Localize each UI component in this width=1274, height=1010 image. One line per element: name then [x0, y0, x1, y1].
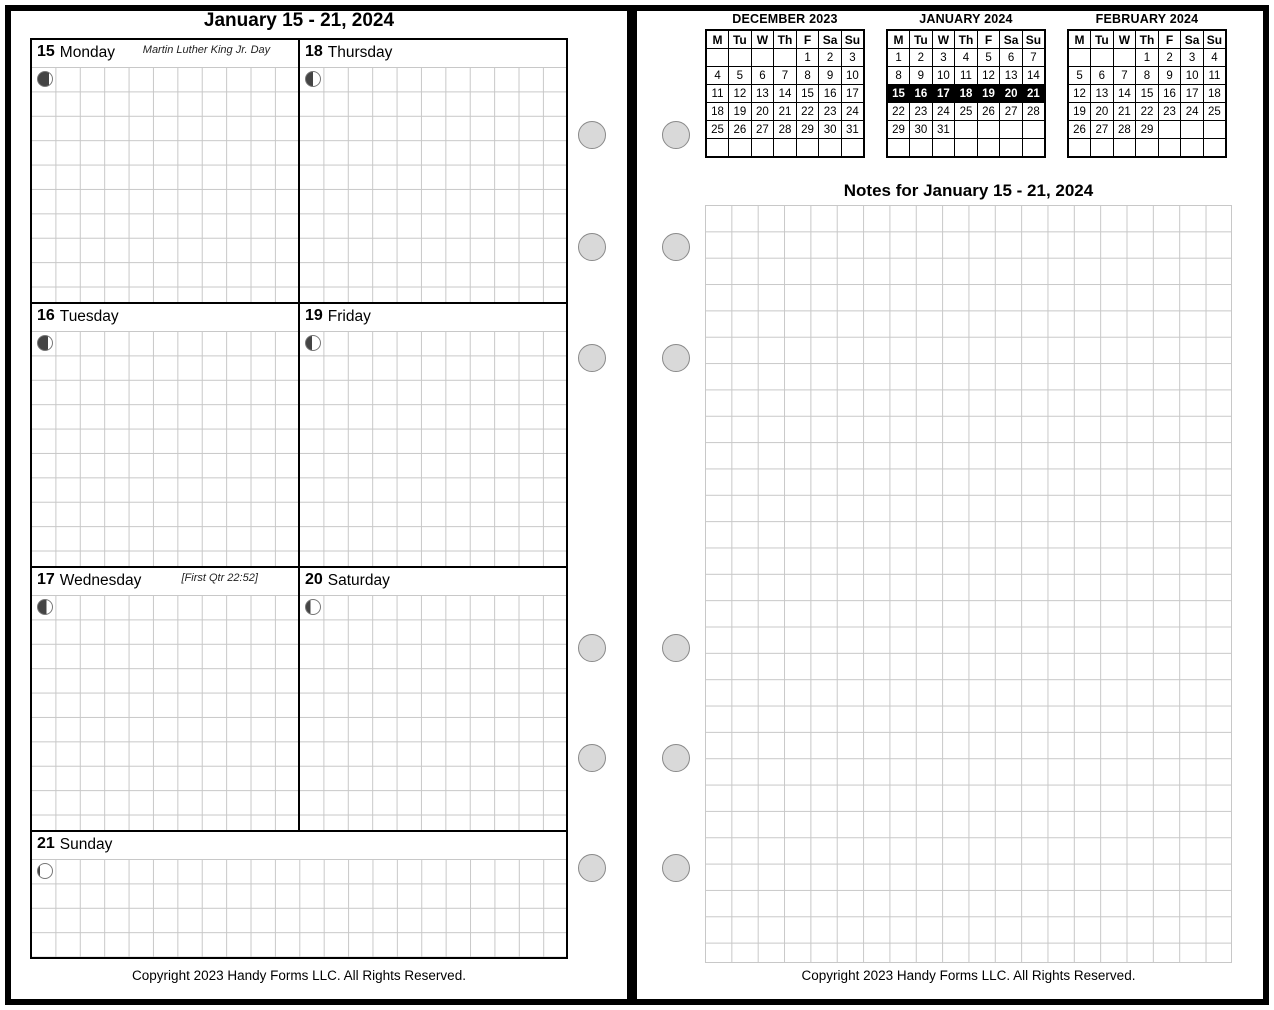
mini-day-cell: 6	[1091, 67, 1114, 85]
day-cell-friday[interactable]	[300, 304, 566, 566]
week-row	[706, 67, 864, 85]
mini-day-cell: 3	[841, 49, 864, 67]
day-header	[300, 304, 566, 331]
mini-day-cell: 18	[955, 85, 978, 103]
mini-day-cell: 7	[1022, 49, 1045, 67]
day-cell-wednesday[interactable]	[32, 568, 298, 830]
mini-day-cell	[1203, 121, 1226, 139]
week-row	[1068, 67, 1226, 85]
day-writing-grid[interactable]	[300, 331, 566, 566]
mini-day-cell: 27	[1091, 121, 1114, 139]
day-header	[300, 568, 566, 595]
week-title: January 15 - 21, 2024	[203, 10, 395, 31]
week-row	[887, 67, 1045, 85]
day-cell-monday[interactable]	[32, 40, 298, 302]
copyright-left: Copyright 2023 Handy Forms LLC. All Rights Reserved.	[132, 968, 466, 983]
week-row	[887, 49, 1045, 67]
weekday-header: W	[1113, 30, 1136, 49]
mini-day-cell	[955, 139, 978, 158]
mini-day-cell: 23	[819, 103, 842, 121]
mini-day-cell	[1136, 139, 1159, 158]
week-row	[1068, 85, 1226, 103]
mini-day-cell	[1113, 139, 1136, 158]
mini-day-cell: 24	[841, 103, 864, 121]
mini-day-cell: 25	[955, 103, 978, 121]
weekday-header: F	[1158, 30, 1181, 49]
mini-day-cell: 28	[1113, 121, 1136, 139]
page-spine-divider	[627, 5, 637, 1005]
weekday-header: Su	[1203, 30, 1226, 49]
mini-day-cell: 5	[977, 49, 1000, 67]
weekday-header: Th	[955, 30, 978, 49]
day-header	[32, 568, 298, 595]
day-writing-grid[interactable]	[32, 331, 298, 566]
mini-day-cell	[1022, 121, 1045, 139]
mini-day-cell	[1068, 139, 1091, 158]
mini-day-cell: 16	[1158, 85, 1181, 103]
day-cell-tuesday[interactable]	[32, 304, 298, 566]
day-name: Sunday	[59, 835, 113, 853]
weekday-header: Tu	[910, 30, 933, 49]
mini-day-cell: 24	[1181, 103, 1204, 121]
mini-day-cell: 17	[841, 85, 864, 103]
mini-day-cell: 10	[841, 67, 864, 85]
mini-day-cell: 17	[1181, 85, 1204, 103]
mini-calendar-december	[705, 12, 865, 158]
mini-day-cell: 22	[887, 103, 910, 121]
mini-day-cell	[910, 139, 933, 158]
day-name: Thursday	[327, 44, 393, 61]
mini-day-cell: 15	[1136, 85, 1159, 103]
day-writing-grid[interactable]	[32, 859, 566, 957]
mini-day-cell	[977, 121, 1000, 139]
weekday-header: Sa	[1181, 30, 1204, 49]
weekday-header-row	[1068, 30, 1226, 49]
mini-day-cell	[706, 49, 729, 67]
mini-day-cell	[774, 49, 797, 67]
mini-day-cell: 9	[1158, 67, 1181, 85]
mini-day-cell: 27	[1000, 103, 1023, 121]
mini-day-cell: 11	[706, 85, 729, 103]
mini-day-cell	[932, 139, 955, 158]
mini-day-cell: 16	[910, 85, 933, 103]
mini-day-cell	[887, 139, 910, 158]
moon-phase-icon	[37, 863, 53, 879]
day-name: Saturday	[327, 571, 390, 589]
mini-calendar-table	[886, 29, 1046, 158]
day-header	[32, 832, 566, 859]
mini-day-cell	[977, 139, 1000, 158]
mini-day-cell	[841, 139, 864, 158]
mini-day-cell: 22	[796, 103, 819, 121]
mini-day-cell: 8	[887, 67, 910, 85]
punch-hole	[578, 344, 606, 372]
mini-day-cell: 27	[751, 121, 774, 139]
week-row	[1068, 103, 1226, 121]
mini-day-cell	[1000, 121, 1023, 139]
mini-day-cell: 5	[729, 67, 752, 85]
weekday-header: Sa	[819, 30, 842, 49]
mini-day-cell	[1158, 121, 1181, 139]
day-header	[32, 304, 298, 331]
punch-hole	[578, 634, 606, 662]
week-row-4	[32, 830, 566, 957]
week-row-1	[32, 40, 566, 302]
day-number: 20	[305, 570, 323, 588]
weekday-header: Th	[774, 30, 797, 49]
mini-day-cell: 6	[751, 67, 774, 85]
mini-calendar-title: JANUARY 2024	[919, 12, 1013, 26]
mini-day-cell	[751, 49, 774, 67]
mini-day-cell: 13	[1000, 67, 1023, 85]
week-row	[706, 103, 864, 121]
mini-day-cell: 8	[796, 67, 819, 85]
mini-day-cell: 13	[751, 85, 774, 103]
mini-day-cell: 25	[1203, 103, 1226, 121]
moon-phase-icon	[37, 599, 53, 615]
mini-day-cell: 10	[932, 67, 955, 85]
mini-day-cell: 28	[774, 121, 797, 139]
weekday-header: F	[796, 30, 819, 49]
mini-day-cell: 5	[1068, 67, 1091, 85]
week-row-2	[32, 302, 566, 566]
week-row-3	[32, 566, 566, 830]
mini-day-cell: 19	[1068, 103, 1091, 121]
mini-day-cell: 4	[1203, 49, 1226, 67]
mini-calendar-table	[705, 29, 865, 158]
weekday-header: M	[706, 30, 729, 49]
mini-day-cell: 23	[1158, 103, 1181, 121]
weekday-header: W	[751, 30, 774, 49]
mini-day-cell	[1000, 139, 1023, 158]
week-row	[706, 121, 864, 139]
day-writing-grid[interactable]	[300, 595, 566, 830]
mini-day-cell: 31	[932, 121, 955, 139]
mini-day-cell	[796, 139, 819, 158]
mini-day-cell: 9	[910, 67, 933, 85]
mini-day-cell: 9	[819, 67, 842, 85]
day-name: Monday	[59, 44, 115, 61]
day-header	[32, 40, 298, 67]
week-row	[706, 85, 864, 103]
mini-day-cell: 2	[910, 49, 933, 67]
week-row	[1068, 49, 1226, 67]
punch-hole	[578, 121, 606, 149]
mini-day-cell: 15	[796, 85, 819, 103]
mini-calendar-title: DECEMBER 2023	[732, 12, 838, 26]
weekday-header-row	[706, 30, 864, 49]
mini-day-cell	[1203, 139, 1226, 158]
mini-day-cell: 14	[1113, 85, 1136, 103]
week-row	[887, 139, 1045, 158]
day-cell-thursday[interactable]	[300, 40, 566, 302]
mini-day-cell: 23	[910, 103, 933, 121]
weekday-header: Tu	[729, 30, 752, 49]
mini-day-cell: 3	[1181, 49, 1204, 67]
punch-hole	[662, 344, 690, 372]
day-number: 17	[37, 570, 55, 588]
weekly-grid-table	[30, 38, 568, 959]
mini-day-cell	[1113, 49, 1136, 67]
mini-day-cell: 19	[729, 103, 752, 121]
mini-calendar-row	[705, 12, 1227, 158]
mini-day-cell: 18	[706, 103, 729, 121]
mini-day-cell: 20	[1091, 103, 1114, 121]
moon-quarter-note: [First Qtr 22:52]	[181, 571, 258, 584]
day-name: Friday	[327, 307, 371, 325]
weekday-header: Su	[1022, 30, 1045, 49]
day-name: Tuesday	[59, 307, 119, 325]
mini-day-cell: 11	[1203, 67, 1226, 85]
mini-day-cell: 7	[774, 67, 797, 85]
mini-day-cell: 22	[1136, 103, 1159, 121]
mini-calendar-january	[886, 12, 1046, 158]
mini-day-cell: 28	[1022, 103, 1045, 121]
mini-day-cell: 20	[1000, 85, 1023, 103]
mini-day-cell	[1158, 139, 1181, 158]
mini-day-cell: 26	[1068, 121, 1091, 139]
punch-hole	[662, 121, 690, 149]
mini-day-cell: 29	[1136, 121, 1159, 139]
mini-day-cell	[751, 139, 774, 158]
punch-hole	[578, 744, 606, 772]
mini-day-cell: 21	[774, 103, 797, 121]
weekday-header: W	[932, 30, 955, 49]
mini-day-cell: 7	[1113, 67, 1136, 85]
weekday-header: M	[887, 30, 910, 49]
mini-day-cell: 19	[977, 85, 1000, 103]
day-cell-saturday[interactable]	[300, 568, 566, 830]
mini-day-cell: 16	[819, 85, 842, 103]
mini-day-cell	[1068, 49, 1091, 67]
holiday-note: Martin Luther King Jr. Day	[142, 44, 271, 56]
mini-day-cell: 14	[774, 85, 797, 103]
mini-day-cell: 12	[1068, 85, 1091, 103]
mini-day-cell: 15	[887, 85, 910, 103]
mini-day-cell: 29	[796, 121, 819, 139]
weekday-header-row	[887, 30, 1045, 49]
week-row	[887, 103, 1045, 121]
mini-day-cell: 21	[1022, 85, 1045, 103]
mini-calendar-table	[1067, 29, 1227, 158]
mini-day-cell: 30	[819, 121, 842, 139]
mini-day-cell: 1	[796, 49, 819, 67]
mini-day-cell	[1022, 139, 1045, 158]
day-number: 16	[37, 306, 55, 324]
day-number: 18	[305, 43, 323, 60]
day-writing-grid[interactable]	[32, 67, 298, 302]
mini-day-cell: 29	[887, 121, 910, 139]
notes-title: Notes for January 15 - 21, 2024	[843, 181, 1094, 200]
mini-day-cell: 4	[706, 67, 729, 85]
punch-hole	[578, 233, 606, 261]
punch-hole	[662, 744, 690, 772]
mini-day-cell	[774, 139, 797, 158]
day-name: Wednesday	[59, 571, 142, 589]
mini-day-cell: 1	[887, 49, 910, 67]
weekday-header: Tu	[1091, 30, 1114, 49]
moon-phase-icon	[37, 71, 53, 87]
punch-hole	[578, 854, 606, 882]
punch-hole	[662, 233, 690, 261]
mini-day-cell	[706, 139, 729, 158]
mini-day-cell: 12	[729, 85, 752, 103]
moon-phase-icon	[305, 335, 321, 351]
mini-day-cell	[1181, 121, 1204, 139]
moon-phase-icon	[305, 599, 321, 615]
day-cell-sunday[interactable]	[32, 832, 566, 957]
mini-day-cell	[729, 49, 752, 67]
mini-day-cell: 25	[706, 121, 729, 139]
weekday-header: F	[977, 30, 1000, 49]
day-number: 21	[37, 834, 55, 852]
mini-day-cell: 17	[932, 85, 955, 103]
notes-writing-grid[interactable]	[705, 205, 1232, 963]
mini-day-cell: 31	[841, 121, 864, 139]
mini-day-cell	[1091, 49, 1114, 67]
mini-day-cell: 4	[955, 49, 978, 67]
mini-day-cell: 2	[1158, 49, 1181, 67]
highlighted-week-row	[887, 85, 1045, 103]
mini-day-cell: 30	[910, 121, 933, 139]
weekday-header: Th	[1136, 30, 1159, 49]
weekday-header: M	[1068, 30, 1091, 49]
week-row	[706, 139, 864, 158]
punch-hole	[662, 634, 690, 662]
week-row	[1068, 121, 1226, 139]
mini-day-cell: 2	[819, 49, 842, 67]
weekday-header: Sa	[1000, 30, 1023, 49]
week-row	[1068, 139, 1226, 158]
weekday-header: Su	[841, 30, 864, 49]
mini-day-cell: 11	[955, 67, 978, 85]
week-row	[706, 49, 864, 67]
mini-day-cell	[729, 139, 752, 158]
mini-day-cell: 10	[1181, 67, 1204, 85]
week-row	[887, 121, 1045, 139]
mini-day-cell: 6	[1000, 49, 1023, 67]
mini-day-cell	[1181, 139, 1204, 158]
mini-calendar-february	[1067, 12, 1227, 158]
punch-hole	[662, 854, 690, 882]
mini-day-cell: 18	[1203, 85, 1226, 103]
day-writing-grid[interactable]	[32, 595, 298, 830]
day-header	[300, 40, 566, 67]
day-number: 15	[37, 43, 55, 60]
mini-day-cell: 26	[977, 103, 1000, 121]
copyright-right: Copyright 2023 Handy Forms LLC. All Rights Reserved.	[801, 968, 1136, 983]
day-writing-grid[interactable]	[300, 67, 566, 302]
mini-day-cell: 26	[729, 121, 752, 139]
mini-day-cell: 8	[1136, 67, 1159, 85]
mini-day-cell	[819, 139, 842, 158]
mini-day-cell	[955, 121, 978, 139]
mini-calendar-title: FEBRUARY 2024	[1095, 12, 1199, 26]
mini-day-cell: 14	[1022, 67, 1045, 85]
mini-day-cell: 3	[932, 49, 955, 67]
mini-day-cell: 13	[1091, 85, 1114, 103]
mini-day-cell: 20	[751, 103, 774, 121]
mini-day-cell	[1091, 139, 1114, 158]
day-number: 19	[305, 306, 323, 324]
moon-phase-icon	[305, 71, 321, 87]
mini-day-cell: 12	[977, 67, 1000, 85]
mini-day-cell: 24	[932, 103, 955, 121]
moon-phase-icon	[37, 335, 53, 351]
mini-day-cell: 1	[1136, 49, 1159, 67]
mini-day-cell: 21	[1113, 103, 1136, 121]
